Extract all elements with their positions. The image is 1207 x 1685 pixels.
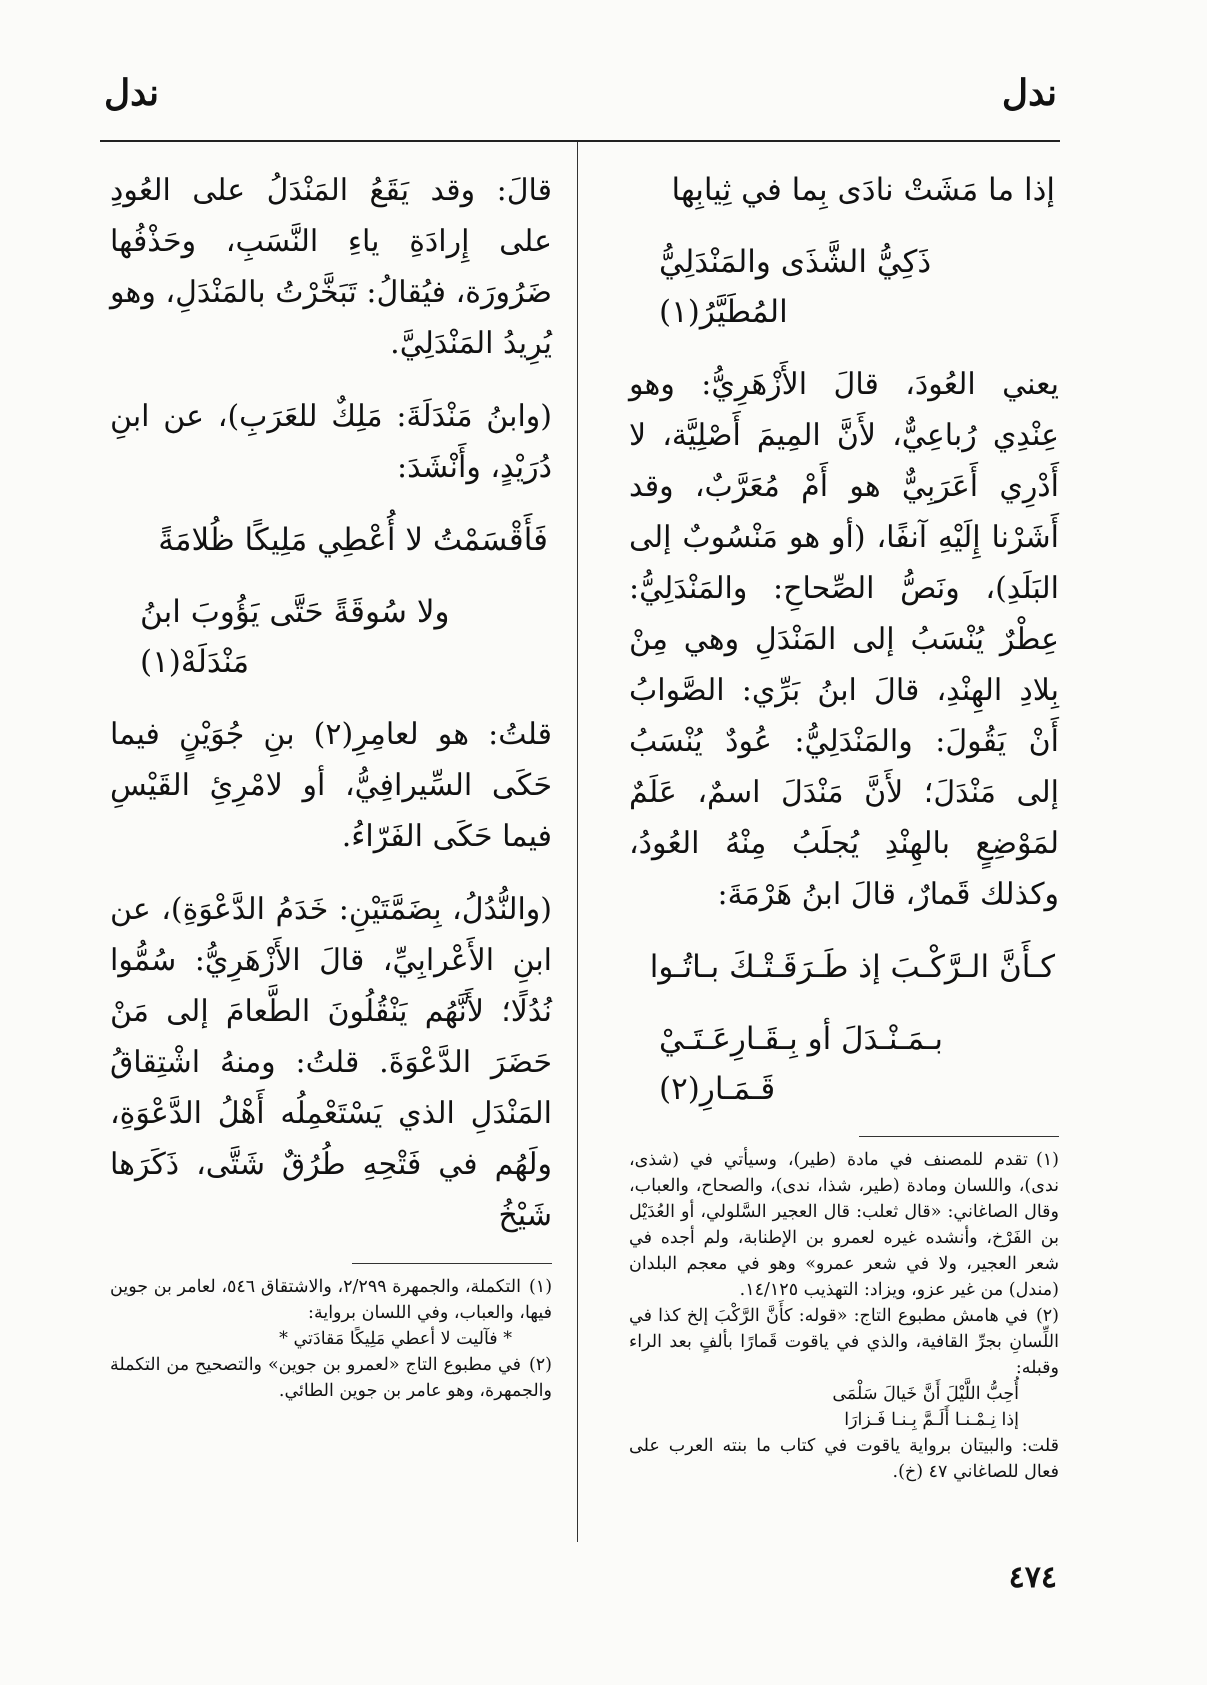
footnote-verse: أُحِبُّ اللَّيْلَ أَنَّ خَيالَ سَلْمَى [832,1384,1019,1404]
body-paragraph: (وابنُ مَنْدَلَةَ: مَلِكٌ للعَرَبِ)، عن ابنِ دُرَيْدٍ، وأَنْشَدَ: [110,399,552,485]
verse-line: فَأَقْسَمْتُ لا أُعْطِي مَلِيكًا ظُلامَةً [158,522,548,558]
body-paragraph: قالَ: وقد يَقَعُ المَنْدَلُ على العُودِ على إِرادَةِ ياءِ النَّسَبِ، وحَذْفُها ضَرُورَة، فيُقالُ: تَبَخَّرْتُ بالمَنْدَلِ، وهو يُرِيدُ المَنْدَلِيَّ. [110,173,552,361]
footnote-verse: إذا نِـمْـنـا أَلَـمَّ بِـنـا فَـزارَا [844,1410,1019,1430]
footnote-verse: * فآليت لا أعطي مَلِيكًا مَقادَتي * [279,1329,512,1349]
footnote-text: في هامش مطبوع التاج: «قوله: كأَنَّ الرَّكْبَ إلخ كذا في اللِّسانِ بجرِّ القافية، والذي في ياقوت قَمارًا بألفٍ بعد الراء وقبله: [629,1306,1059,1378]
footnote-number: (١) [528,1277,553,1297]
verse-line: إذا ما مَشَتْ نادَى بِما في ثِيابِها [671,172,1055,208]
footnote-number: (١) [1035,1150,1059,1170]
verse-line: كـأَنَّ الـرَّكْـبَ إذ طَـرَقَـتْـكَ بـاتُـوا [649,949,1055,985]
body-paragraph: (والنُّدُلُ، بِضَمَّتَيْنِ: خَدَمُ الدَّعْوَةِ)، عن ابنِ الأَعْرابِيِّ، قالَ الأَزْهَرِيُّ: سُمُّوا نُدُلًا؛ لأَنَّهُم يَنْقُلُونَ الطَّعامَ إلى مَنْ حَضَرَ الدَّعْوَةَ. قلتُ: ومنهُ اشْتِقاقُ المَنْدَلِ الذي يَسْتَعْمِلُه أَهْلُ الدَّعْوَةِ، ولَهُم في فَتْحِهِ طُرُقٌ شَتَّى، ذَكَرَها شَيْخُ [110,892,552,1233]
footnote-text: تقدم للمصنف في مادة (طير)، وسيأتي في (شذى، ندى)، واللسان ومادة (طير، شذا، ندى)، والصحاح، والعباب، وقال الصاغاني: «قال ثعلب: قال العجير السَّلولي، أو العُدَيْل بن الفَرْخ، وأنشده غيره لعمرو بن الإطنابة، ولم أجده في شعر العجير، ولا في شعر عمرو» وهو في معجم البلدان (مندل) من غير عزو، ويزاد: التهذيب ١٤/١٢٥. [629,1150,1059,1300]
footnote-text: قلت: والبيتان برواية ياقوت في كتاب ما بنته العرب على فعال للصاغاني ٤٧ (خ). [629,1436,1059,1482]
footnote-rule [859,1136,1059,1137]
footnote [110,1352,552,1404]
page-number: ٤٧٤ [1008,1560,1057,1595]
verse-line: بـمَـنْـدَلَ أو بِـقَـارِعَـتَـيْ قَـمَـارِ(٢) [659,1021,943,1107]
header-rule [100,140,1060,142]
body-paragraph: يعني العُودَ، قالَ الأَزْهَرِيُّ: وهو عِنْدِي رُباعِيٌّ، لأَنَّ المِيمَ أَصْلِيَّة، لا أَدْرِي أَعَرَبِيٌّ هو أَمْ مُعَرَّبٌ، وقد أَشَرْنا إِلَيْهِ آنفًا، (أو هو مَنْسُوبٌ إلى البَلَدِ)، ونَصُّ الصِّحاحِ: والمَنْدَلِيُّ: عِطْرٌ يُنْسَبُ إلى المَنْدَلِ وهي مِنْ بِلادِ الهِنْدِ، قالَ ابنُ بَرِّي: الصَّوابُ أَنْ يَقُولَ: والمَنْدَلِيُّ: عُودٌ يُنْسَبُ إلى مَنْدَلَ؛ لأَنَّ مَنْدَلَ اسمٌ، عَلَمٌ لمَوْضِعٍ بالهِنْدِ يُجلَبُ مِنْهُ العُودُ، وكذلك قَمارٌ، قالَ ابنُ هَرْمَةَ: [629,367,1059,912]
header-right-title: ندل [1001,72,1057,114]
footnote-text: التكملة، والجمهرة ٢/٢٩٩، والاشتقاق ٥٤٦، لعامر بن جوين فيها، والعباب، وفي اللسان برواية: [110,1277,552,1323]
footnote-text: في مطبوع التاج «لعمرو بن جوين» والتصحيح من التكملة والجمهرة، وهو عامر بن جوين الطائي. [110,1355,552,1401]
footnote [629,1147,1059,1303]
footnote-number: (٢) [1035,1306,1059,1326]
body-paragraph: قلتُ: هو لعامِرِ(٢) بنِ جُوَيْنٍ فيما حَكَى السِّيرافِيُّ، أو لامْرِئِ القَيْسِ فيما حَكَى الفَرّاءُ. [110,717,553,854]
verse-line: ذَكِيُّ الشَّذَى والمَنْدَلِيُّ المُطَيَّرُ(١) [659,244,932,330]
verse-line: ولا سُوقَةً حَتَّى يَؤُوبَ ابنُ مَنْدَلَهْ(١) [140,594,450,680]
footnote-number: (٢) [528,1355,552,1375]
footnote-rule [352,1263,552,1264]
left-column [110,165,552,1404]
right-column [629,165,1059,1485]
column-divider [577,142,578,1542]
header-left-title: ندل [104,72,160,114]
footnote [629,1303,1059,1381]
footnote [110,1274,552,1326]
